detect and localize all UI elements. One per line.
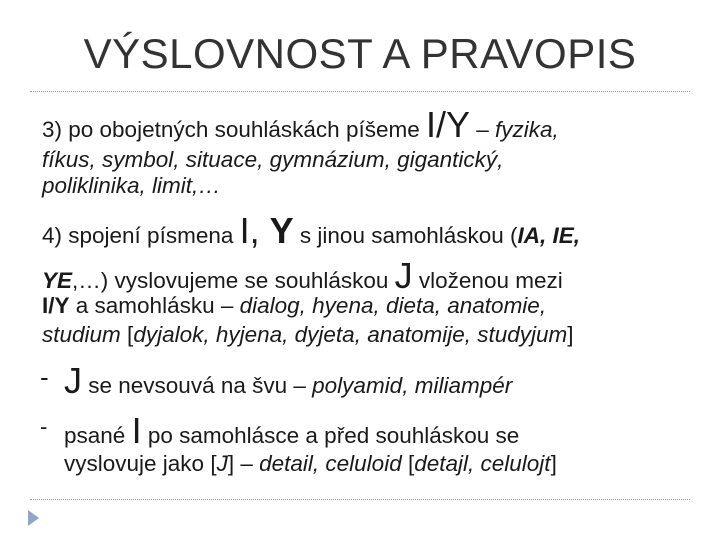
bullet-1-j: J [64, 360, 82, 401]
bullet-2-pronunciation: detajl, celulojt [414, 451, 551, 476]
rule-4-iy: I/Y [42, 293, 70, 318]
bullet-1-examples: polyamid, miliampér [312, 373, 513, 398]
bullet-2-i: I [131, 410, 142, 451]
rule-3-example-1: fyzika, [495, 117, 559, 142]
rule-4-y: Y [269, 210, 294, 251]
rule-3-line-2: fíkus, symbol, situace, gymnázium, gigantický, [42, 147, 504, 172]
rule-3-iy: I/Y [425, 104, 470, 145]
rule-3-line-3: poliklinika, limit,… [42, 173, 221, 198]
rule-4-pronunciation: dyjalok, hyjena, dyjeta, anatomije, studyjum [133, 322, 568, 347]
bullet-2-examples: detail, celuloid [259, 451, 402, 476]
bullet-2-j: J [216, 451, 228, 476]
rule-4-line-2 [42, 255, 563, 297]
rule-4-and-vowel: a samohlásku – [69, 293, 240, 318]
next-slide-arrow-icon[interactable] [28, 510, 39, 526]
bullet-2-dash-text: ] – [227, 451, 260, 476]
bullet-2-dash: - [40, 414, 48, 439]
rule-4-lead: 4) spojení písmena [42, 223, 240, 248]
rule-4-ye: YE [42, 268, 73, 293]
bullet-2-lead: psané [64, 423, 132, 448]
bracket-open: [ [120, 322, 134, 347]
rule-4-j: J [394, 255, 413, 296]
rule-3-dash: – [470, 117, 496, 142]
rule-4-rest: vloženou mezi [412, 268, 563, 293]
footer-divider [30, 499, 690, 500]
rule-3-lead: 3) po obojetných souhláskách píšeme [42, 117, 426, 142]
bullet-1-line [64, 360, 512, 402]
rule-4-i: I [239, 210, 250, 251]
rule-4-text: ,…) vyslovujeme se souhláskou [72, 268, 395, 293]
bullet-2-text: po samohlásce a před souhláskou se [141, 423, 520, 448]
rule-4-line-1 [42, 210, 580, 252]
rule-4-line-3 [42, 293, 546, 319]
title-divider [30, 91, 690, 92]
rule-4-studium: studium [42, 322, 121, 347]
rule-3-line-1 [42, 104, 559, 146]
bullet-2-line-1 [64, 410, 519, 452]
bullet-2-line-2 [64, 451, 557, 477]
slide-title: VÝSLOVNOST A PRAVOPIS [83, 30, 637, 77]
rule-4-comma: , [249, 210, 270, 251]
bullet-2-lead-2: vyslovuje jako [ [64, 451, 217, 476]
bracket-open-2: [ [401, 451, 415, 476]
rule-4-examples: dialog, hyena, dieta, anatomie, [239, 293, 547, 318]
bracket-close: ] [567, 322, 574, 347]
rule-4-combos: IA, IE, [517, 223, 581, 248]
rule-4-mid: s jinou samohláskou ( [293, 223, 518, 248]
rule-4-line-4 [42, 322, 574, 348]
bullet-1-text: se nevsouvá na švu – [82, 373, 313, 398]
bracket-close-2: ] [550, 451, 557, 476]
bullet-1-dash: - [40, 362, 49, 392]
